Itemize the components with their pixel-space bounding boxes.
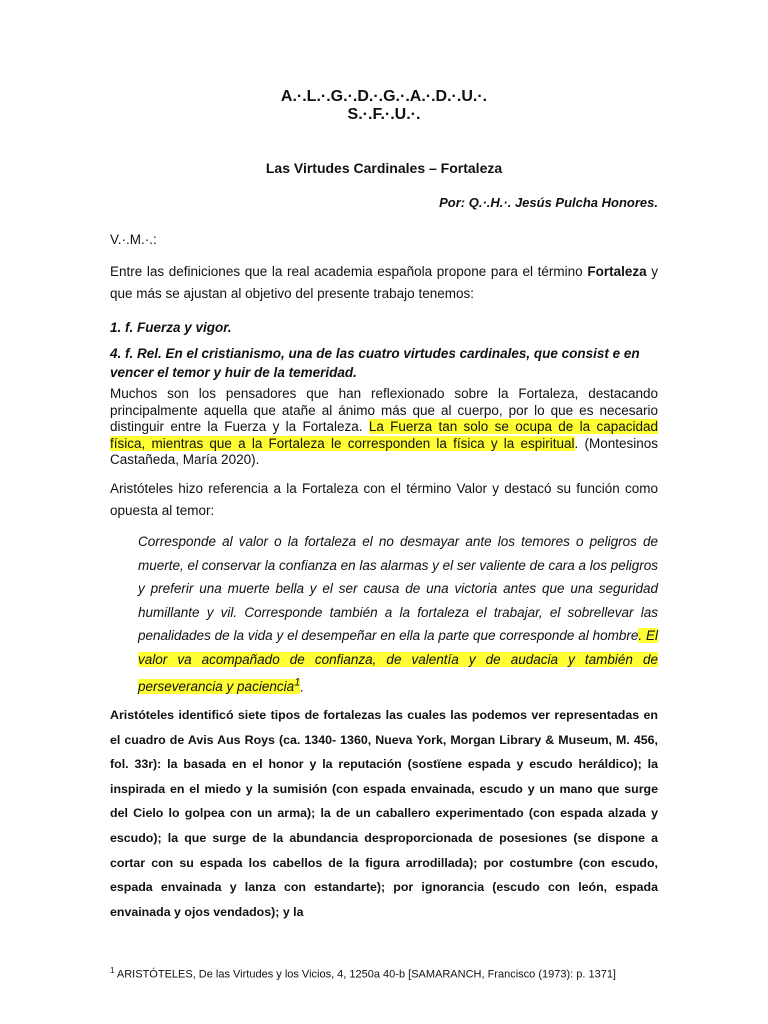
quote-text: Corresponde al valor o la fortaleza el no desmayar ante los temores o peligros de muerte, el conservar la confianza en las alarmas y el ser valiente de cara a los peligros y preferir una muerte bella y el ser causa de una victoria antes que una seguridad humillante y vil. Corresponde también a la fortaleza el trabajar, el sobrellevar las penalidades de la vida y el desempeñar en ella la parte que corresponde al hombre [138,534,659,644]
intro-text-2: y que más se ajustan al objetivo del presente trabajo tenemos: [110,264,658,301]
salutation: V.·.M.·.: [110,232,157,247]
footnote-text: ARISTÓTELES, De las Virtudes y los Vicios, 4, 1250a 40-b [SAMARANCH, Francisco (1973): p. 1371] [114,968,616,981]
author-line: Por: Q.·.H.·. Jesús Pulcha Honores. [439,195,658,210]
footnote-mark: 1 [110,966,115,975]
paragraph-siete-fortalezas: Aristóteles identificó siete tipos de fortalezas las cuales las podemos ver representadas en el cuadro de Avis Aus Roys (ca. 1340- 1360, Nueva York, Morgan Library & Museum, M. 456, fol. 33r): la basada en el honor y la reputación (sostïene espada y escudo heráldico); la inspirada en el miedo y la sumisión (con espada envainada, escudo y un mano que surge del Cielo lo golpea con un arma); la de un caballero experimentado (con espada alzada y escudo); la que surge de la abundancia desproporcionada de posesiones (se dispone a cortar con su espada los cabellos de la figura arrodillada); por costumbre (con escudo, espada envainada y lanza con estandarte); por ignorancia (escudo con león, espada envainada y ojos vendados); y la [110,708,658,919]
footnote-reference: 1 [294,676,301,689]
intro-bold-term: Fortaleza [587,264,647,279]
aristotle-quote [138,530,658,699]
definition-1: 1. f. Fuerza y vigor. [110,320,232,335]
header-line-2: S.·.F.·.U.·. [347,106,421,123]
quote-end: . [300,679,305,695]
definition-4: 4. f. Rel. En el cristianismo, una de las cuatro virtudes cardinales, que consist e en vencer el temor y huir de la temeridad. [110,346,640,380]
para1-citation: . (Montesinos Castañeda, María 2020). [110,435,658,467]
paragraph-aristoteles-valor: Aristóteles hizo referencia a la Fortaleza con el término Valor y destacó su función como opuesta al temor: [110,481,658,518]
highlighted-text: La Fuerza tan solo se ocupa de la capacidad física, mientras que a la Fortaleza le corresponden la física y la espiritual [110,419,659,451]
quote-highlight-body: . El valor va acompañado de confianza, de valentía y de audacia y también de perseverancia y paciencia [138,628,658,695]
header-line-1: A.·.L.·.G.·.D.·.G.·.A.·.D.·.U.·. [280,88,488,105]
footnote [110,966,670,981]
document-title: Las Virtudes Cardinales – Fortaleza [265,160,503,176]
paragraph-fuerza-fortaleza [110,386,658,469]
intro-paragraph [110,261,658,305]
para1-text: Muchos son los pensadores que han reflexionado sobre la Fortaleza, destacando principalmente aquella que atañe al ánimo más que al cuerpo, por lo que es necesario distinguir entre la Fuerza y la Fortaleza. [110,386,658,434]
intro-text-1: Entre las definiciones que la real academia española propone para el término [110,264,588,279]
